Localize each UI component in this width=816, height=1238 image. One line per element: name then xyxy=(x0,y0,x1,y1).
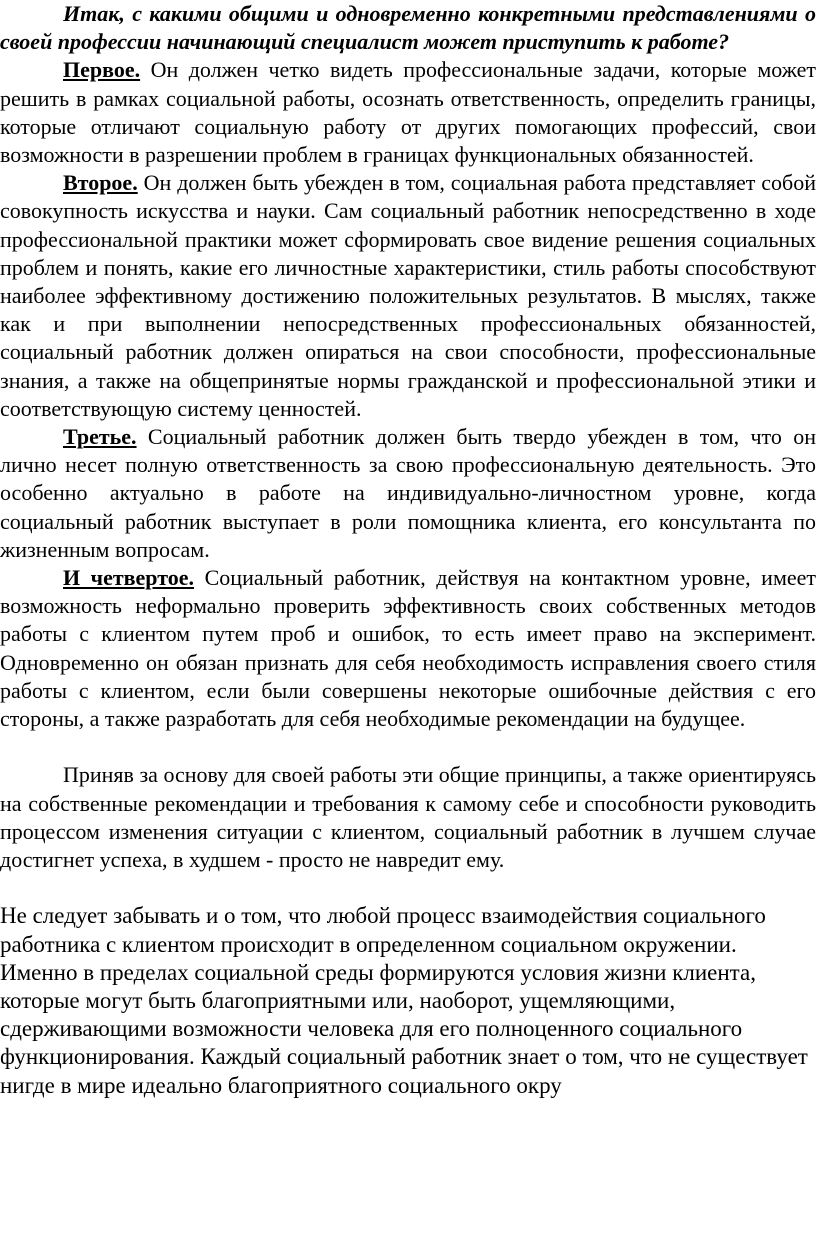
paragraph: Приняв за основу для своей работы эти общие принципы, а также ориентируясь на собственные рекомендации и требования к самому себе и способности руководить процессом изменения ситуации с клиентом, социальный работник в лучшем случае достигнет успеха, в худшем - просто не навредит ему. xyxy=(0,762,816,873)
paragraph: Второе. Он должен быть убежден в том, социальная работа представляет собой совокупность искусства и науки. Сам социальный работник непосредственно в ходе профессиональной практики может сформировать свое видение решения социальных проблем и понять, какие его личностные характеристики, стиль работы способствуют наиболее эффективному достижению положительных результатов. В мыслях, также как и при выполнении непосредственных профессиональных обязанностей, социальный работник должен опираться на свои способности, профессиональные знания, а также на общепринятые нормы гражданской и профессиональной этики и соответствующую систему ценностей. xyxy=(0,170,816,421)
paragraph: И четвертое. Социальный работник, действуя на контактном уровне, имеет возможность неформально проверить эффективность своих собственных методов работы с клиентом путем проб и ошибок, то есть имеет право на эксперимент. Одновременно он обязан признать для себя необходимость исправления своего стиля работы с клиентом, если были совершены некоторые ошибочные действия с его стороны, а также разработать для себя необходимые рекомендации на будущее. xyxy=(0,565,816,732)
paragraph: Первое. Он должен четко видеть профессиональные задачи, которые может решить в рамках социальной работы, осознать ответственность, определить границы, которые отличают социальную работу от других помогающих профессий, свои возможности в разрешении проблем в границах функциональных обязанностей. xyxy=(0,57,816,168)
paragraph-lead: Второе. xyxy=(63,170,138,196)
paragraph-lead: Первое. xyxy=(63,57,141,83)
paragraph: Не следует забывать и о том, что любой процесс взаимодействия социального работника с клиентом происходит в определенном социальном окружении. Именно в пределах социальной среды формируются условия жизни клиента, которые могут быть благоприятными или, наоборот, ущемляющими, сдерживающими возможности человека для его полноценного социального функционирования. Каждый социальный работник знает о том, что не существует нигде в мире идеально благоприятного социального окру xyxy=(0,903,808,1098)
paragraph-lead: Третье. xyxy=(63,424,137,450)
paragraph-container xyxy=(0,56,816,1099)
paragraph-spacer xyxy=(0,874,816,902)
paragraph: Третье. Социальный работник должен быть твердо убежден в том, что он лично несет полную ответственность за свою профессиональную деятельность. Это особенно актуально в работе на индивидуально-личностном уровне, когда социальный работник выступает в роли помощника клиента, его консультанта по жизненным вопросам. xyxy=(0,424,816,562)
document-heading: Итак, с какими общими и одновременно конкретными представлениями о своей профессии начинающий специалист может приступить к работе? xyxy=(0,1,816,55)
paragraph-lead: И четвертое. xyxy=(63,565,195,591)
paragraph-spacer xyxy=(0,733,816,761)
